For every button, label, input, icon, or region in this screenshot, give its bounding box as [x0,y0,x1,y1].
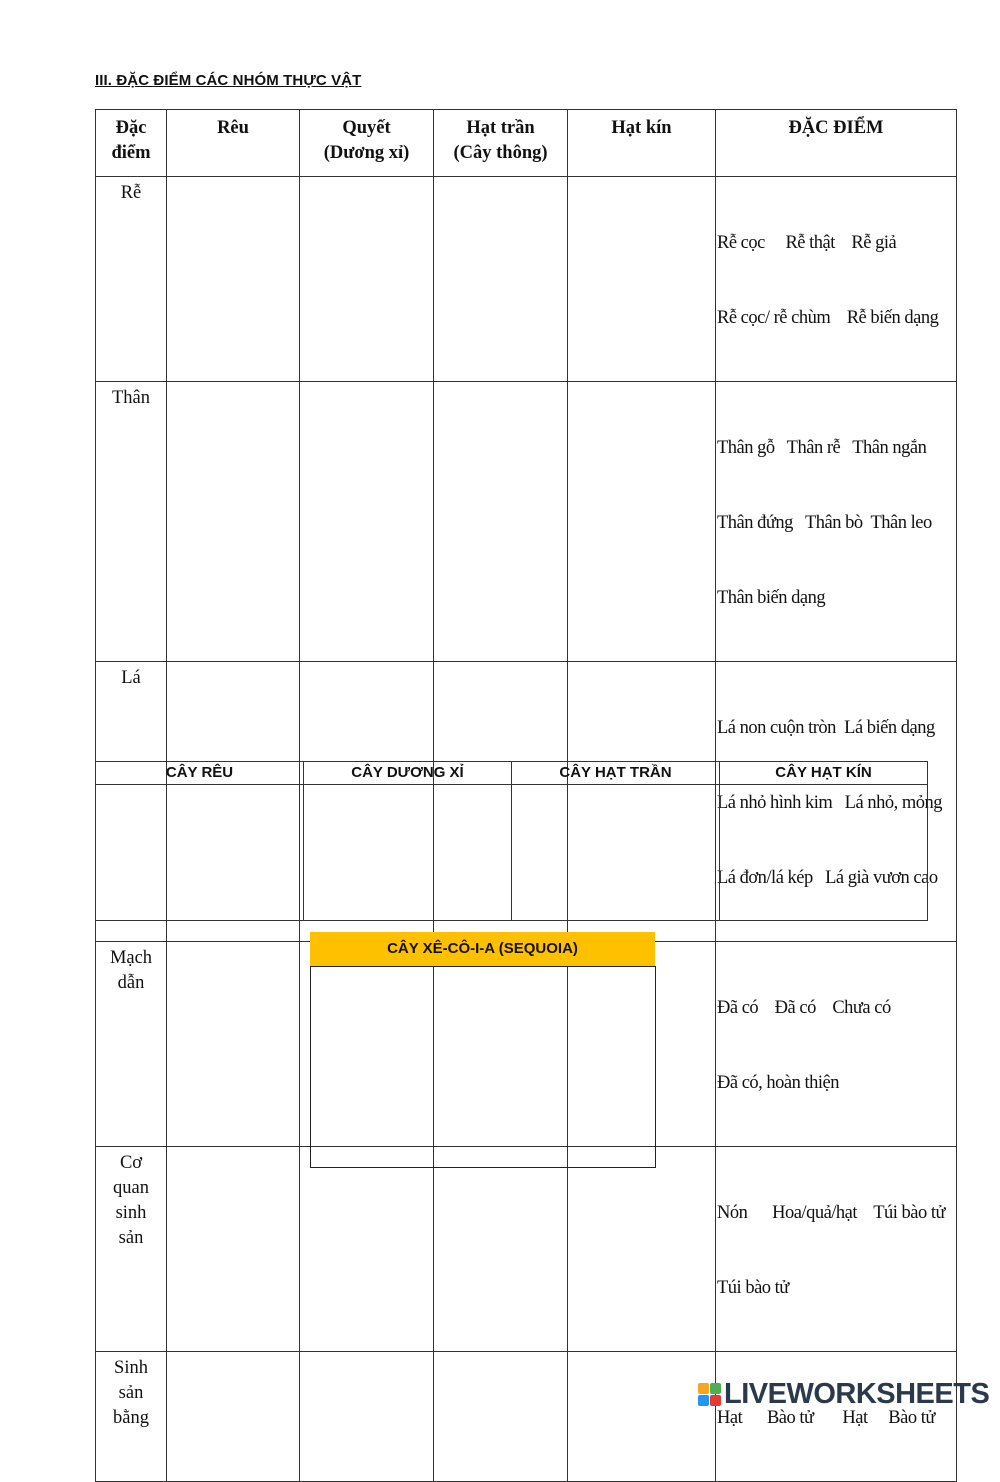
header-moss-plant: CÂY RÊU [96,762,304,785]
answer-cell[interactable] [300,1352,434,1482]
liveworksheets-logo [698,1378,989,1410]
answer-cell[interactable] [568,177,716,382]
answer-cell[interactable] [434,1352,568,1482]
header-reu: Rêu [167,110,300,177]
header-gymnosperm-plant: CÂY HẠT TRẦN [512,762,720,785]
answer-cell[interactable] [568,382,716,662]
answer-cell[interactable] [167,382,300,662]
options-root: Rễ cọc Rễ thật Rễ giả Rễ cọc/ rễ chùm Rễ biến dạng [716,177,957,382]
answer-cell[interactable] [568,1352,716,1482]
logo-text: LIVEWORKSHEETS [724,1377,990,1410]
drop-zone-fern[interactable] [304,785,512,921]
row-label-reproductive-organ: Cơ quan sinh sản [96,1147,167,1352]
section-heading: III. ĐẶC ĐIỂM CÁC NHÓM THỰC VẬT [95,72,362,89]
options-reproduce-by: Hạt Bào tử Hạt Bào tử [716,1352,957,1482]
row-label-vessels: Mạch dẫn [96,942,167,1147]
answer-cell[interactable] [167,1352,300,1482]
drop-zone-moss[interactable] [96,785,304,921]
answer-cell[interactable] [568,1147,716,1352]
answer-cell[interactable] [434,382,568,662]
answer-cell[interactable] [300,382,434,662]
header-hat-tran: Hạt trần (Cây thông) [434,110,568,177]
header-fern-plant: CÂY DƯƠNG XỈ [304,762,512,785]
options-vessels: Đã có Đã có Chưa có Đã có, hoàn thiện [716,942,957,1147]
answer-cell[interactable] [434,1147,568,1352]
row-label-reproduce-by: Sinh sản bằng [96,1352,167,1482]
row-label-root: Rễ [96,177,167,382]
answer-cell[interactable] [300,177,434,382]
answer-cell[interactable] [434,177,568,382]
answer-cell[interactable] [167,1147,300,1352]
options-stem: Thân gỗ Thân rễ Thân ngắn Thân đứng Thân bò Thân leo Thân biến dạng [716,382,957,662]
answer-cell[interactable] [167,177,300,382]
drop-zone-angiosperm[interactable] [720,785,928,921]
header-quyet: Quyết (Dương xỉ) [300,110,434,177]
answer-cell[interactable] [300,1147,434,1352]
sequoia-answer-box[interactable] [310,966,656,1168]
row-label-stem: Thân [96,382,167,662]
header-angiosperm-plant: CÂY HẠT KÍN [720,762,928,785]
header-feature: Đặc điểm [96,110,167,177]
plant-groups-table [95,761,928,921]
header-hat-kin: Hạt kín [568,110,716,177]
sequoia-title: CÂY XÊ-CÔ-I-A (SEQUOIA) [310,932,655,966]
options-leaf: Lá non cuộn tròn Lá biến dạng Lá nhỏ hình kim Lá nhỏ, mỏng Lá đơn/lá kép Lá già vươn cao [716,662,957,942]
header-dac-diem: ĐẶC ĐIỂM [716,110,957,177]
logo-mark-icon [698,1383,721,1406]
drop-zone-gymnosperm[interactable] [512,785,720,921]
answer-cell[interactable] [167,942,300,1147]
options-reproductive-organ: Nón Hoa/quả/hạt Túi bào tử Túi bào tử [716,1147,957,1352]
row-label-leaf: Lá [96,662,167,942]
